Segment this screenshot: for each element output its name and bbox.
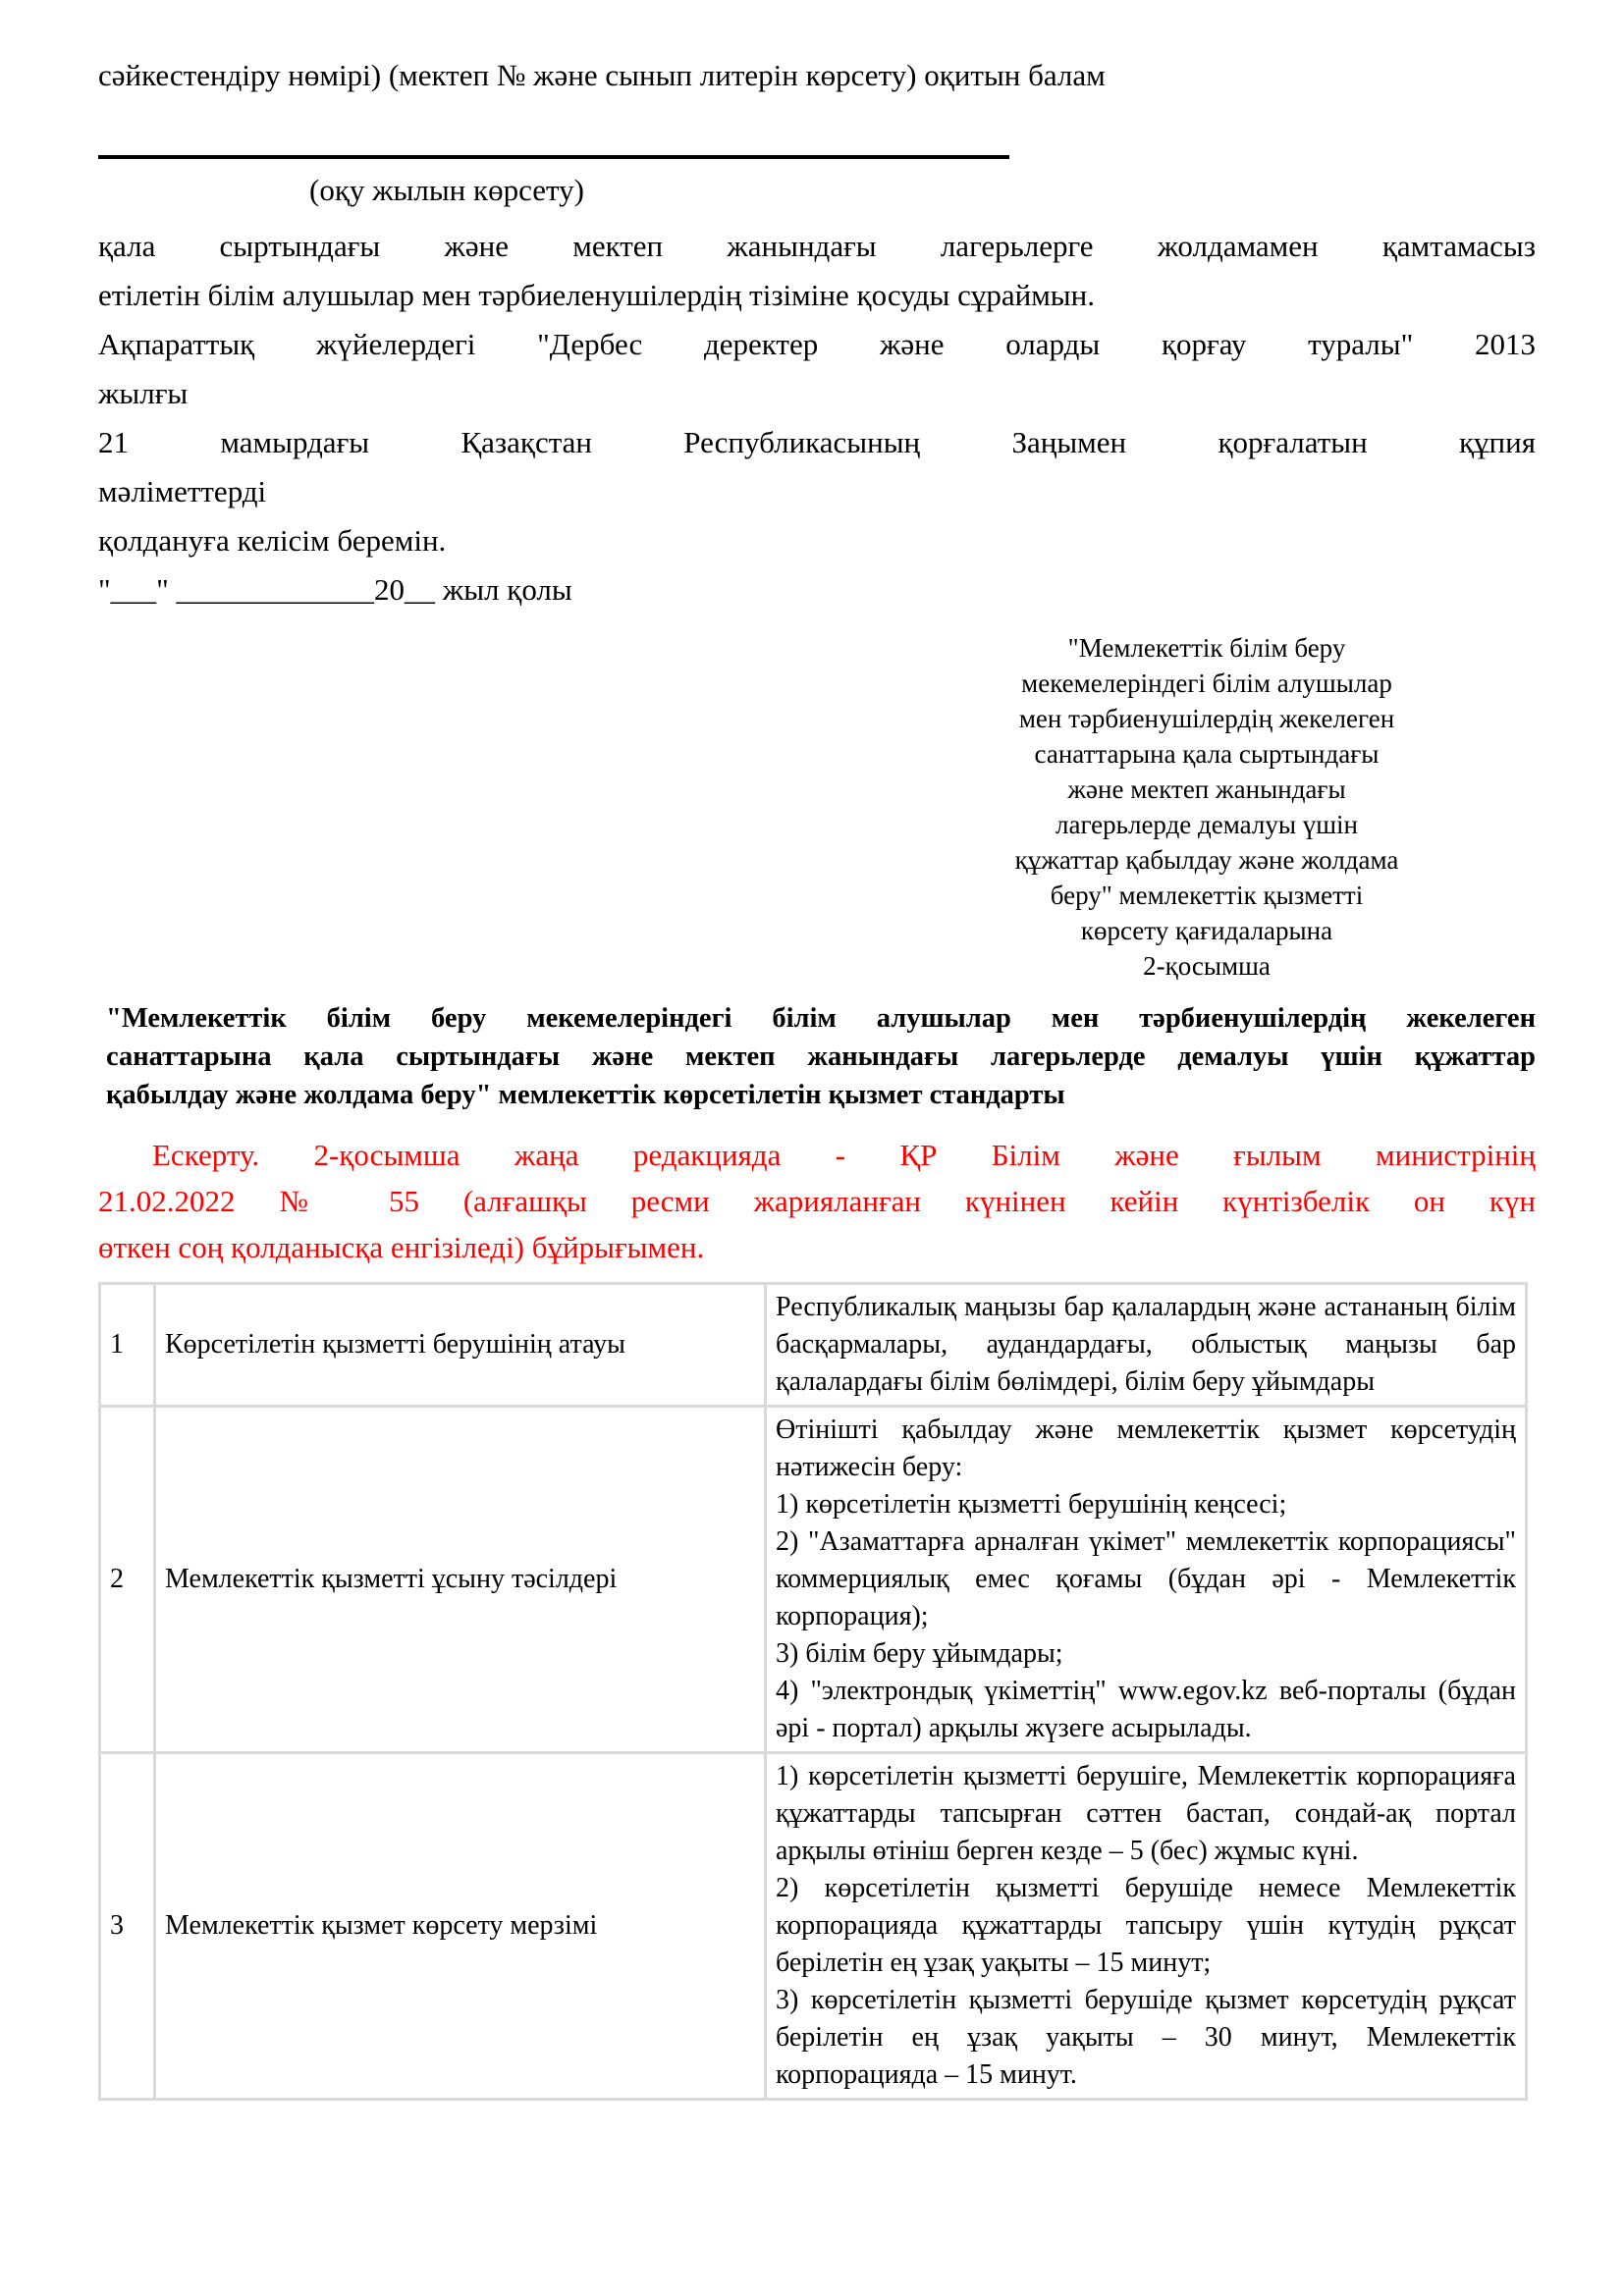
cell-paragraph: Республикалық маңызы бар қалалардың және астананың білім басқармалары, аудандардағы, облыстық маңызы бар қалалардағы білім бөлімдері, білім беру ұйымдары <box>776 1292 1516 1397</box>
annex-reference-line: санаттарына қала сыртындағы <box>1034 739 1380 769</box>
cell-paragraph: 4) "электрондық үкіметтің" www.egov.kz веб-порталы (бұдан әрі - портал) арқылы жүзеге асырылады. <box>776 1676 1516 1743</box>
annex-reference-line: "Мемлекеттік білім беру <box>1067 633 1346 663</box>
statement-line: етілетін білім алушылар мен тәрбиеленушілердің тізіміне қосуды сұраймын. <box>98 278 1095 312</box>
row-number-cell: 1 <box>100 1284 155 1407</box>
statement-block <box>98 222 1536 614</box>
standard-title <box>98 999 1536 1114</box>
amendment-note-line: 21.02.2022 № 55 (алғашқы ресми жарияланған күнінен кейін күнтізбелік он күн <box>98 1184 1536 1218</box>
intro-line: сәйкестендіру нөмірі) (мектеп № және сынып литерін көрсету) оқитын балам <box>98 58 1106 92</box>
amendment-note-line: Ескерту. 2-қосымша жаңа редакцияда - ҚР Білім және ғылым министрінің <box>152 1138 1536 1172</box>
criterion-value-cell <box>766 1753 1527 2100</box>
service-standard-table <box>98 1282 1528 2101</box>
annex-reference-line: 2-қосымша <box>1143 951 1271 981</box>
criterion-value-cell <box>766 1284 1527 1407</box>
row-number-cell: 3 <box>100 1753 155 2100</box>
table-row <box>100 1753 1527 2100</box>
annex-reference-line: және мектеп жанындағы <box>1067 774 1346 804</box>
cell-paragraph: 1) көрсетілетін қызметті берушінің кеңсесі; <box>776 1489 1287 1520</box>
cell-paragraph: 2) "Азаматтарға арналған үкімет" мемлекеттік корпорациясы" коммерциялық емес қоғамы (бұдан әрі - Мемлекеттік корпорация); <box>776 1526 1516 1631</box>
fill-in-blank-line <box>98 155 1009 159</box>
cell-paragraph: 3) білім беру ұйымдары; <box>776 1638 1063 1669</box>
statement-line: қала сыртындағы және мектеп жанындағы лагерьлерге жолдамамен қамтамасыз <box>98 229 1536 263</box>
cell-paragraph: 2) көрсетілетін қызметті берушіде немесе Мемлекеттік корпорацияда құжаттарды тапсыру үшін күтудің рұқсат берілетін ең ұзақ уақыты – 15 минут; <box>776 1873 1516 1978</box>
annex-reference-line: лагерьлерде демалуы үшін <box>1056 810 1358 839</box>
annex-reference-line: көрсету қағидаларына <box>1080 916 1333 945</box>
statement-line: 21 мамырдағы Қазақстан Республикасының Заңымен қорғалатын құпия <box>98 425 1536 459</box>
amendment-note <box>98 1132 1536 1270</box>
standard-title-line: "Мемлекеттік білім беру мекемелеріндегі білім алушылар мен тәрбиенушілердің жекелеген <box>106 1003 1536 1034</box>
fill-line-caption: (оқу жылын көрсету) <box>309 173 584 207</box>
standard-title-line: қабылдау және жолдама беру" мемлекеттік көрсетілетін қызмет стандарты <box>106 1080 1065 1110</box>
annex-reference-line: беру" мемлекеттік қызметті <box>1050 881 1364 910</box>
table-row <box>100 1407 1527 1753</box>
cell-paragraph: 1) көрсетілетін қызметті берушіге, Мемлекеттік корпорацияға құжаттарды тапсырған сәттен бастап, сондай-ақ портал арқылы өтініш берген кезде – 5 (бес) жұмыс күні. <box>776 1761 1516 1866</box>
statement-line: Ақпараттық жүйелердегі "Дербес деректер және оларды қорғау туралы" 2013 <box>98 327 1536 361</box>
statement-line: қолдануға келісім беремін. <box>98 523 447 558</box>
statement-line: "___" _____________20__ жыл қолы <box>98 572 572 607</box>
statement-line: жылғы <box>98 376 189 410</box>
table-row <box>100 1284 1527 1407</box>
criterion-name-cell: Көрсетілетін қызметті берушінің атауы <box>155 1284 766 1407</box>
row-number-cell: 2 <box>100 1407 155 1753</box>
criterion-value-cell <box>766 1407 1527 1753</box>
annex-reference-line: мекемелеріндегі білім алушылар <box>1021 668 1392 698</box>
cell-paragraph: 3) көрсетілетін қызметті берушіде қызмет көрсетудің рұқсат берілетін ең ұзақ уақыты – 30 минут, Мемлекеттік корпорацияда – 15 минут. <box>776 1985 1516 2090</box>
amendment-note-line: өткен соң қолданысқа енгізіледі) бұйрығымен. <box>98 1230 705 1264</box>
criterion-name-cell: Мемлекеттік қызметті ұсыну тәсілдері <box>155 1407 766 1753</box>
standard-title-line: санаттарына қала сыртындағы және мектеп жанындағы лагерьлерде демалуы үшін құжаттар <box>106 1041 1536 1072</box>
service-table-body <box>100 1284 1527 2100</box>
annex-reference-line: құжаттар қабылдау және жолдама <box>1014 845 1399 875</box>
cell-paragraph: Өтінішті қабылдау және мемлекеттік қызмет көрсетудің нәтижесін беру: <box>776 1415 1516 1482</box>
annex-reference-block <box>971 630 1442 984</box>
statement-line: мәліметтерді <box>98 474 267 508</box>
annex-reference-line: мен тәрбиенушілердің жекелеген <box>1018 704 1395 733</box>
criterion-name-cell: Мемлекеттік қызмет көрсету мерзімі <box>155 1753 766 2100</box>
